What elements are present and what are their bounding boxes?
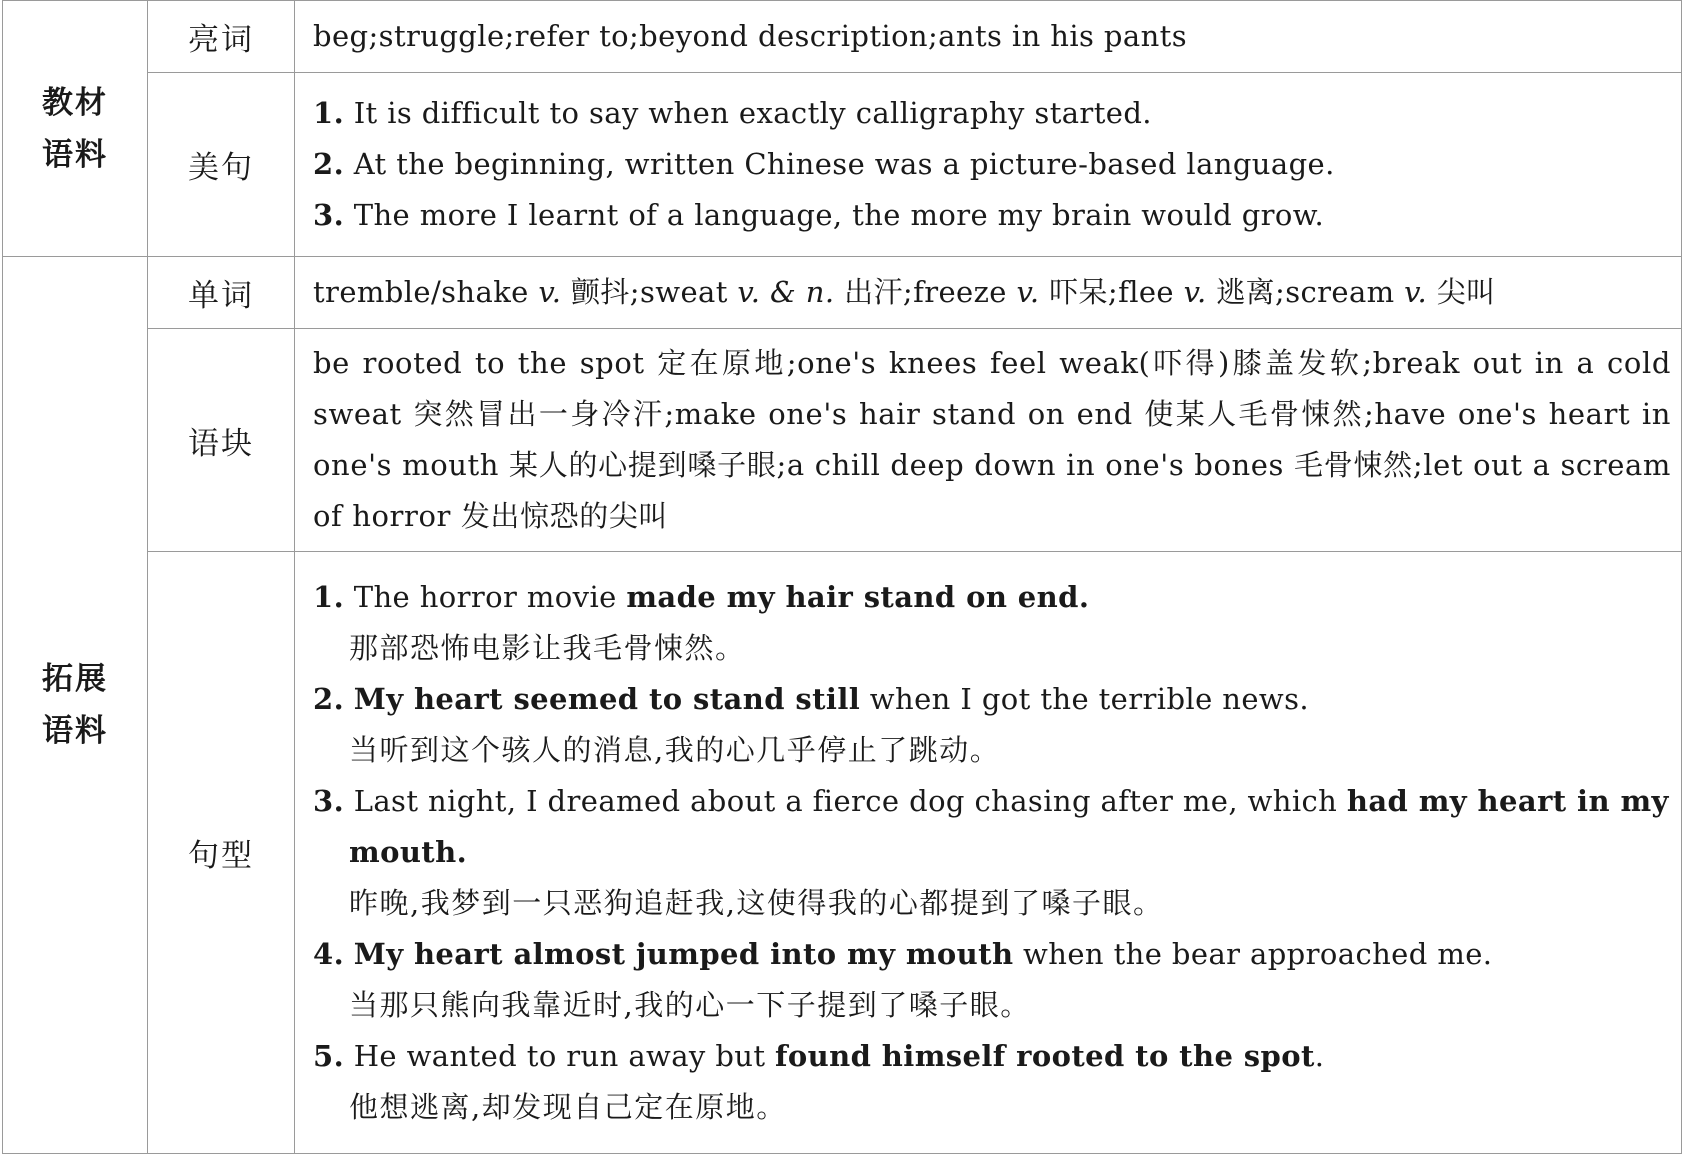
pattern-key-phrase: found himself rooted to the spot: [775, 1039, 1315, 1073]
row-chunks: [3, 329, 1682, 552]
word-meaning: 尖叫: [1436, 275, 1496, 309]
word: tremble/shake: [313, 275, 529, 309]
word-meaning: 吓呆;: [1049, 275, 1119, 309]
category-words: 单词: [148, 257, 295, 329]
pattern-text: He wanted to run away but: [353, 1039, 776, 1073]
group-label-line2: 语料: [42, 136, 108, 173]
part-of-speech: v.: [1183, 275, 1207, 309]
word-meaning: 出汗;: [844, 275, 914, 309]
pattern-key-phrase: My heart seemed to stand still: [353, 682, 861, 716]
word: freeze: [913, 275, 1007, 309]
group-label-line1: 教材: [42, 84, 108, 121]
pattern-number: 1.: [313, 580, 345, 614]
patterns-content: [295, 552, 1682, 1154]
row-patterns: [3, 552, 1682, 1154]
pattern-1-translation: 那部恐怖电影让我毛骨悚然。: [349, 631, 746, 665]
row-good-sentences: [3, 73, 1682, 257]
pattern-number: 2.: [313, 682, 345, 716]
word: scream: [1285, 275, 1395, 309]
part-of-speech: v. & n.: [737, 275, 835, 309]
chunks-content: be rooted to the spot 定在原地;one's knees feel weak(吓得)膝盖发软;break out in a cold sweat 突然冒出一身冷汗;make one's hair stand on end 使某人毛骨悚然;have one's heart in one's mouth 某人的心提到嗓子眼;a chill deep down in one's bones 毛骨悚然;let out a scream of horror 发出惊恐的尖叫: [295, 329, 1682, 552]
part-of-speech: v.: [1404, 275, 1428, 309]
pattern-3-continuation: [313, 827, 1671, 878]
sentence-number: 1.: [313, 96, 345, 130]
pattern-key-phrase: made my hair stand on end.: [626, 580, 1090, 614]
pattern-5: [313, 1031, 1671, 1082]
category-patterns: 句型: [148, 552, 295, 1154]
pattern-number: 5.: [313, 1039, 345, 1073]
pattern-4-translation: 当那只熊向我靠近时,我的心一下子提到了嗓子眼。: [349, 988, 1031, 1022]
sentence-text: The more I learnt of a language, the more my brain would grow.: [353, 198, 1325, 232]
word: sweat: [639, 275, 728, 309]
pattern-3-translation: 昨晚,我梦到一只恶狗追赶我,这使得我的心都提到了嗓子眼。: [349, 886, 1164, 920]
category-good-sentences: 美句: [148, 73, 295, 257]
word: flee: [1118, 275, 1174, 309]
word-meaning: 逃离;: [1216, 275, 1286, 309]
group-label-line1: 拓展: [42, 661, 108, 697]
pattern-number: 3.: [313, 784, 345, 818]
pattern-2: [313, 674, 1671, 725]
part-of-speech: v.: [538, 275, 562, 309]
pattern-4: [313, 929, 1671, 980]
pattern-text-end: .: [1314, 1039, 1325, 1073]
good-sentence-3: [313, 190, 1671, 241]
word-meaning: 颤抖;: [570, 275, 640, 309]
sentence-number: 2.: [313, 147, 345, 181]
good-sentence-1: [313, 88, 1671, 139]
pattern-text: Last night, I dreamed about a fierce dog chasing after me, which: [353, 784, 1347, 818]
pattern-key-phrase: had my heart in my: [1346, 784, 1669, 818]
category-chunks: 语块: [148, 329, 295, 552]
words-content: [295, 257, 1682, 329]
sentence-text: At the beginning, written Chinese was a picture-based language.: [353, 147, 1335, 181]
pattern-text: The horror movie: [353, 580, 627, 614]
group-extended-material: [3, 257, 148, 1154]
pattern-key-phrase-end: mouth.: [349, 835, 468, 869]
group-textbook-material: [3, 1, 148, 257]
pattern-number: 4.: [313, 937, 345, 971]
pattern-key-phrase: My heart almost jumped into my mouth: [353, 937, 1014, 971]
category-highlight-words: 亮词: [148, 1, 295, 73]
row-words: [3, 257, 1682, 329]
highlight-words-text: beg;struggle;refer to;beyond description;ants in his pants: [313, 19, 1187, 53]
pattern-text: when the bear approached me.: [1013, 937, 1493, 971]
good-sentences-content: [295, 73, 1682, 257]
group-label-line2: 语料: [42, 713, 108, 749]
row-highlight-words: [3, 1, 1682, 73]
part-of-speech: v.: [1016, 275, 1040, 309]
words-line: [313, 267, 1671, 318]
vocabulary-table: [2, 0, 1682, 1154]
good-sentence-2: [313, 139, 1671, 190]
pattern-3: [313, 776, 1671, 827]
sentence-number: 3.: [313, 198, 345, 232]
sentence-text: It is difficult to say when exactly calligraphy started.: [353, 96, 1152, 130]
pattern-text: when I got the terrible news.: [860, 682, 1310, 716]
highlight-words-content: [295, 1, 1682, 73]
pattern-1: [313, 572, 1671, 623]
pattern-2-translation: 当听到这个骇人的消息,我的心几乎停止了跳动。: [349, 733, 1001, 767]
pattern-5-translation: 他想逃离,却发现自己定在原地。: [349, 1090, 787, 1124]
